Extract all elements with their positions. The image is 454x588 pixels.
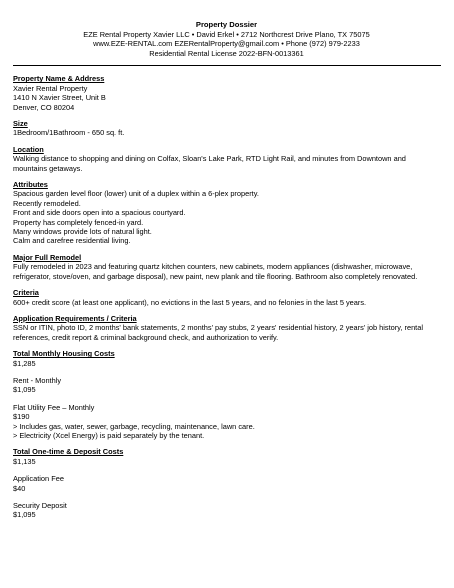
attribute-item: Many windows provide lots of natural light. — [13, 227, 152, 237]
document-header — [25, 20, 428, 58]
company-line: EZE Rental Property Xavier LLC • David Erkel • 2712 Northcrest Drive Plano, TX 75075 — [83, 29, 370, 39]
application-section — [13, 314, 428, 342]
monthly-costs-section — [13, 349, 428, 440]
criteria-section — [13, 288, 428, 307]
criteria-heading: Criteria — [13, 288, 39, 298]
property-section — [13, 74, 428, 112]
location-text: Walking distance to shopping and dining on Colfax, Sloan's Lake Park, RTD Light Rail, and minutes from Downtown and mountains getaways. — [13, 154, 406, 173]
utility-value: $190 — [13, 412, 30, 422]
criteria-text: 600+ credit score (at least one applicant), no evictions in the last 5 years, and no felonies in the last 5 years. — [13, 297, 367, 307]
property-city: Denver, CO 80204 — [13, 102, 75, 112]
utility-note: > Electricity (Xcel Energy) is paid separately by the tenant. — [13, 430, 205, 440]
size-section — [13, 119, 428, 138]
property-street: 1410 N Xavier Street, Unit B — [13, 93, 106, 103]
attribute-item: Front and side doors open into a spacious courtyard. — [13, 208, 186, 218]
utility-label: Flat Utility Fee – Monthly — [13, 402, 95, 412]
license-line: Residential Rental License 2022-BFN-0013361 — [149, 48, 304, 58]
property-name: Xavier Rental Property — [13, 83, 88, 93]
property-heading: Property Name & Address — [13, 74, 105, 84]
onetime-total: $1,135 — [13, 456, 36, 466]
onetime-costs-heading: Total One-time & Deposit Costs — [13, 447, 124, 457]
security-deposit-label: Security Deposit — [13, 501, 67, 510]
application-text: SSN or ITIN, photo ID, 2 months' bank statements, 2 months' pay stubs, 2 years' residential history, 2 years' job history, rental references, credit report & criminal background check, and authorization to verify. — [13, 323, 423, 342]
attribute-item: Calm and carefree residential living. — [13, 236, 131, 246]
rent-label: Rent - Monthly — [13, 375, 62, 385]
application-fee-value: $40 — [13, 483, 26, 493]
application-heading: Application Requirements / Criteria — [13, 313, 137, 323]
onetime-costs-section — [13, 447, 428, 519]
size-text: 1Bedroom/1Bathroom - 650 sq. ft. — [13, 128, 125, 138]
attributes-section — [13, 180, 428, 246]
monthly-costs-heading: Total Monthly Housing Costs — [13, 349, 115, 359]
attribute-item: Spacious garden level floor (lower) unit of a duplex within a 6-plex property. — [13, 189, 259, 199]
remodel-section — [13, 253, 428, 281]
monthly-total: $1,285 — [13, 358, 36, 368]
attributes-heading: Attributes — [13, 180, 48, 190]
application-fee-label: Application Fee — [13, 474, 64, 484]
attribute-item: Recently remodeled. — [13, 198, 81, 208]
utility-note: > Includes gas, water, sewer, garbage, recycling, maintenance, lawn care. — [13, 421, 255, 431]
contact-line: www.EZE-RENTAL.com EZERentalProperty@gmail.com • Phone (972) 979-2233 — [93, 39, 360, 49]
remodel-heading: Major Full Remodel — [13, 252, 82, 262]
rent-value: $1,095 — [13, 385, 36, 395]
attribute-item: Property has completely fenced-in yard. — [13, 217, 144, 227]
size-heading: Size — [13, 119, 28, 128]
location-heading: Location — [13, 144, 44, 154]
security-deposit-value: $1,095 — [13, 510, 36, 520]
document-title: Property Dossier — [195, 20, 258, 29]
header-divider — [13, 65, 441, 66]
remodel-text: Fully remodeled in 2023 and featuring quartz kitchen counters, new cabinets, modern appliances (dishwasher, microwave, refrigerator, stove/oven, and garbage disposal), new paint, new plank and tile flooring. Bathroom also completely renovated. — [13, 262, 418, 281]
location-section — [13, 145, 428, 173]
